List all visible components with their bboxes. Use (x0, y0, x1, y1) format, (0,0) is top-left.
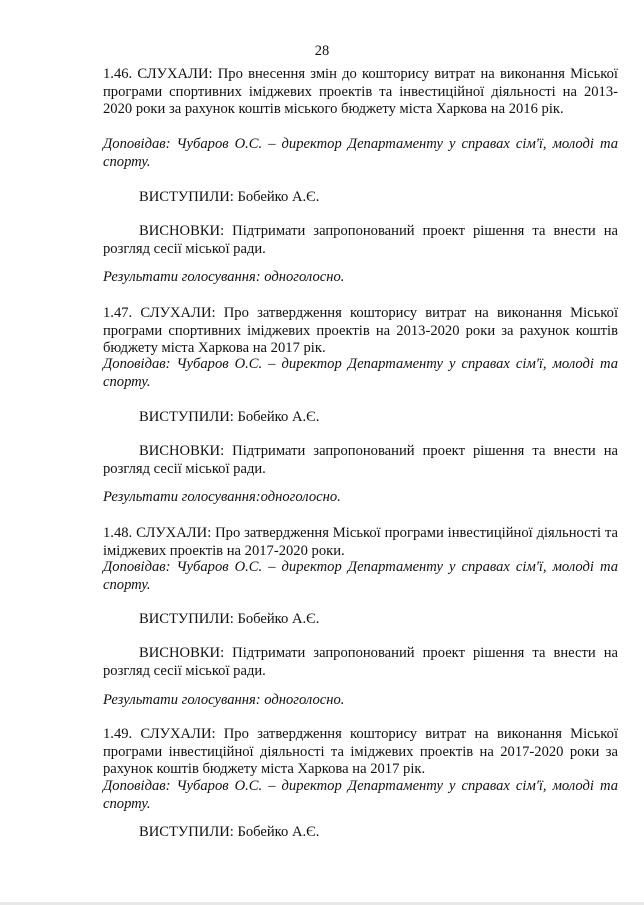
item-conclusions (103, 645, 618, 680)
page-number: 28 (314, 43, 330, 59)
item-heard: 1.49. СЛУХАЛИ: Про затвердження кошторису витрат на виконання Міської програми інвестиційної діяльності та іміджевих проектів на 2017-2020 роки за рахунок коштів бюджету міста Харкова на 2017 рік. (103, 726, 618, 777)
item-heard: 1.47. СЛУХАЛИ: Про затвердження кошторису витрат на виконання Міської програми спортивних іміджевих проектів на 2013-2020 роки за рахунок коштів бюджету міста Харкова на 2017 рік. (103, 305, 618, 356)
item-heard: 1.46. СЛУХАЛИ: Про внесення змін до кошторису витрат на виконання Міської програми спортивних іміджевих проектів та інвестиційної діяльності на 2013-2020 роки за рахунок коштів міського бюджету міста Харкова на 2016 рік. (103, 66, 618, 117)
item-vote: Результати голосування: одноголосно. (103, 269, 345, 285)
item-spoke: ВИСТУПИЛИ: Бобейко А.Є. (139, 189, 320, 205)
item-speaker: Доповідав: Чубаров О.С. – директор Департаменту у справах сім'ї, молоді та спорту. (103, 136, 618, 170)
item-conclusions-text: ВИСНОВКИ: Підтримати запропонований проект рішення та внести на розгляд сесії міської ради. (103, 443, 618, 477)
item-conclusions (103, 223, 618, 258)
item-vote: Результати голосування: одноголосно. (103, 692, 345, 708)
item-conclusions-text: ВИСНОВКИ: Підтримати запропонований проект рішення та внести на розгляд сесії міської ради. (103, 645, 618, 679)
item-spoke: ВИСТУПИЛИ: Бобейко А.Є. (139, 611, 320, 627)
item-conclusions (103, 443, 618, 478)
item-spoke: ВИСТУПИЛИ: Бобейко А.Є. (139, 409, 320, 425)
item-speaker: Доповідав: Чубаров О.С. – директор Департаменту у справах сім'ї, молоді та спорту. (103, 778, 618, 812)
item-conclusions-text: ВИСНОВКИ: Підтримати запропонований проект рішення та внести на розгляд сесії міської ради. (103, 223, 618, 257)
item-heard: 1.48. СЛУХАЛИ: Про затвердження Міської програми інвестиційної діяльності та іміджевих проектів на 2017-2020 роки. (103, 525, 618, 559)
item-speaker: Доповідав: Чубаров О.С. – директор Департаменту у справах сім'ї, молоді та спорту. (103, 559, 618, 593)
item-speaker: Доповідав: Чубаров О.С. – директор Департаменту у справах сім'ї, молоді та спорту. (103, 356, 618, 390)
item-spoke: ВИСТУПИЛИ: Бобейко А.Є. (139, 824, 320, 840)
item-vote: Результати голосування:одноголосно. (103, 489, 341, 505)
